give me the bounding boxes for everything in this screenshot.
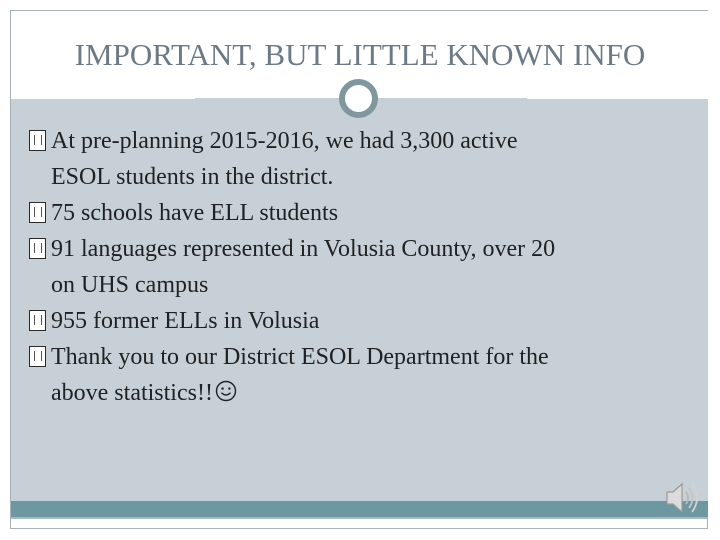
footer-line	[11, 517, 708, 519]
bullet-item	[36, 195, 696, 231]
circle-ring-icon	[339, 79, 378, 118]
missing-glyph-box-icon	[29, 130, 46, 151]
bullet-text: 75 schools have ELL students	[51, 200, 339, 226]
bullet-item	[36, 339, 696, 411]
footer-bar	[11, 501, 708, 517]
missing-glyph-box-icon	[29, 238, 46, 259]
bullet-item	[36, 231, 696, 303]
missing-glyph-box-icon	[29, 310, 46, 331]
bullet-text: At pre-planning 2015-2016, we had 3,300 active	[51, 128, 518, 154]
slide-title: IMPORTANT, BUT LITTLE KNOWN INFO	[74, 37, 646, 72]
bullet-text-end: above statistics!!	[51, 380, 213, 406]
bullet-text: 91 languages represented in Volusia County, over 20	[51, 236, 556, 262]
bullet-text-continued: on UHS campus	[51, 272, 209, 298]
bullet-item	[36, 123, 696, 195]
speaker-icon[interactable]	[651, 472, 711, 528]
missing-glyph-box-icon	[29, 346, 46, 367]
smiley-face-icon	[215, 380, 237, 402]
bullet-text: 955 former ELLs in Volusia	[51, 308, 320, 334]
bullet-text: Thank you to our District ESOL Department for the	[51, 344, 549, 370]
bullet-text-continued	[51, 375, 696, 411]
bullet-item	[36, 303, 696, 339]
missing-glyph-box-icon	[29, 202, 46, 223]
bullet-list	[36, 123, 696, 411]
bullet-text-continued: ESOL students in the district.	[51, 164, 334, 190]
